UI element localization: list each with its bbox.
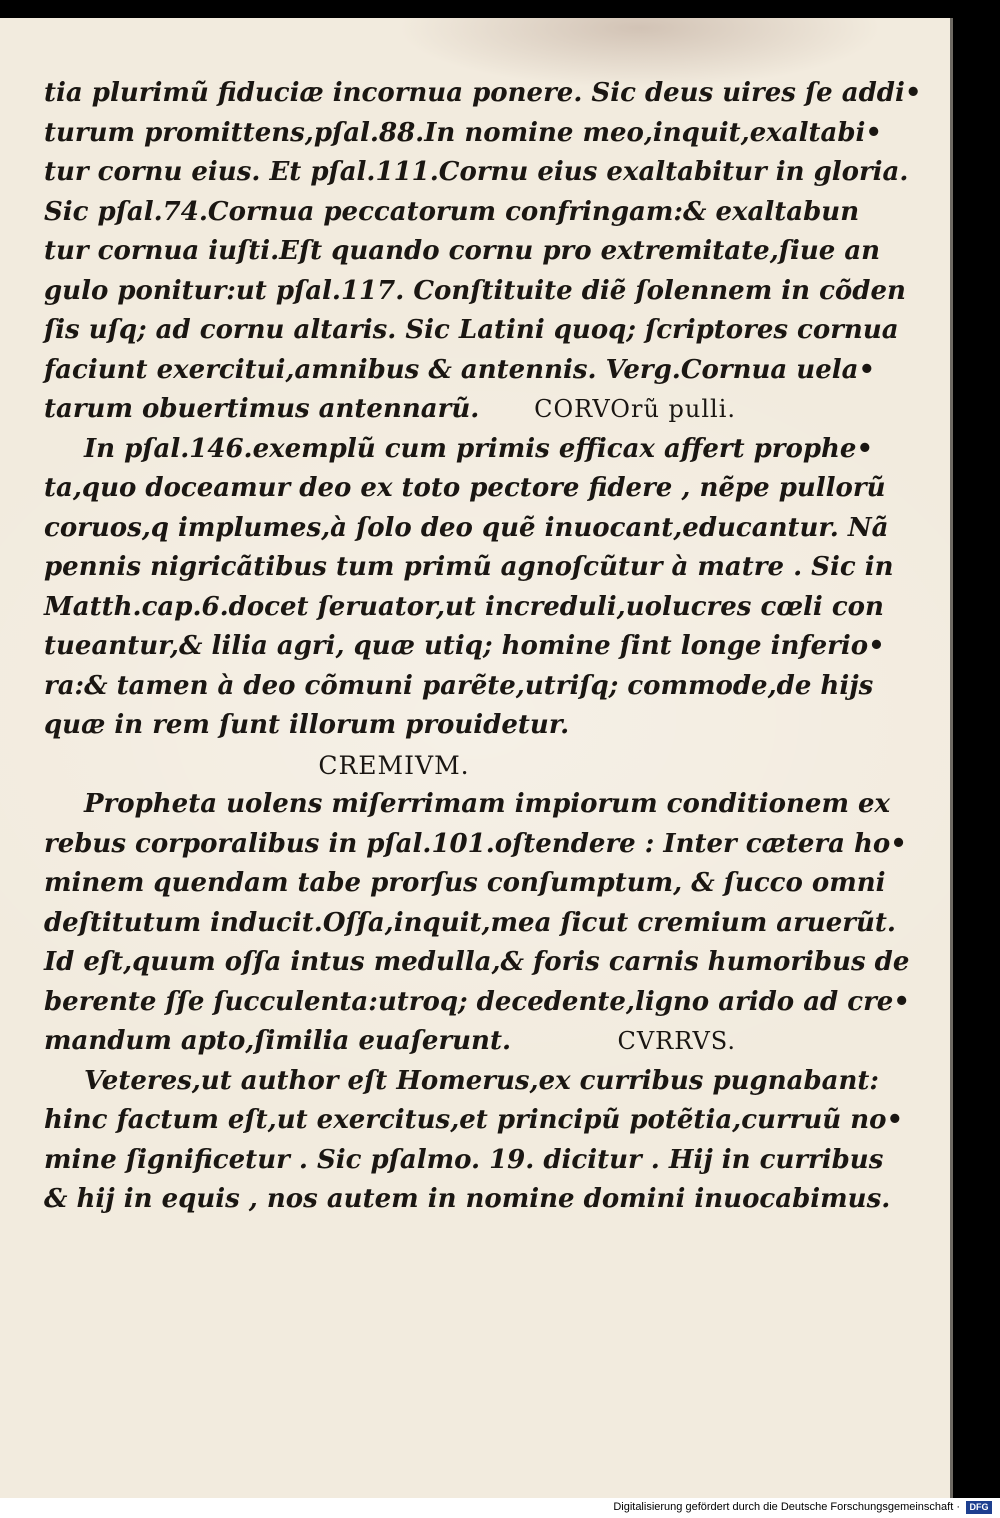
- text-line: berente ſſe ſucculenta:utroq; decedente,ligno arido ad cre•: [44, 986, 910, 1017]
- text-line: faciunt exercitui,amnibus & antennis. Verg.Cornua uela•: [44, 354, 876, 385]
- text-line-with-heading: [44, 1022, 744, 1062]
- dfg-logo-icon: DFG: [966, 1501, 992, 1514]
- page-edge: [950, 18, 953, 1498]
- text-line: In pſal.146.exemplũ cum primis efficax affert prophe•: [84, 433, 874, 464]
- text-line: ta,quo doceamur deo ex toto pectore fidere , nẽpe pullorũ: [44, 473, 886, 503]
- text-line: deſtitutum inducit.Oſſa,inquit,mea ſicut cremium aruerũt.: [44, 907, 896, 938]
- text-line: coruos,q implumes,à ſolo deo quẽ inuocant,educantur. Nã: [44, 512, 889, 543]
- footer-credit: Digitalisierung gefördert durch die Deutsche Forschungsgemeinschaft ·: [613, 1501, 960, 1513]
- text-line: & hij in equis , nos autem in nomine domini inuocabimus.: [44, 1184, 891, 1214]
- page-text-block: [44, 74, 922, 1220]
- text-line: Id eſt,quum oſſa intus medulla,& foris carnis humoribus de: [44, 947, 910, 977]
- text-line-part: mandum apto,ſimilia euaſerunt.: [44, 1026, 512, 1056]
- text-line: ra:& tamen à deo cõmuni parẽte,utriſq; commode,de hijs: [44, 670, 874, 701]
- text-line: Matth.cap.6.docet ſeruator,ut increduli,uolucres cœli con: [44, 591, 884, 622]
- footer-bar: [0, 1498, 1000, 1518]
- section-heading-currus: CVRRVS.: [617, 1027, 736, 1055]
- text-line: ſis uſq; ad cornu altaris. Sic Latini quoq; ſcriptores cornua: [44, 315, 899, 345]
- text-line: pennis nigricãtibus tum primũ agnoſcũtur à matre . Sic in: [44, 552, 894, 582]
- text-line: hinc factum eſt,ut exercitus,et principũ potẽtia,curruũ no•: [44, 1105, 904, 1135]
- text-line: Sic pſal.74.Cornua peccatorum confringam:& exaltabun: [44, 196, 860, 227]
- text-line-part: tarum obuertimus antennarũ.: [44, 394, 480, 424]
- text-line: minem quendam tabe prorſus conſumptum, & ſucco omni: [44, 868, 886, 898]
- section-heading-cremium: CREMIVM.: [318, 750, 470, 780]
- book-page: [0, 18, 950, 1498]
- text-line: rebus corporalibus in pſal.101.oſtendere : Inter cætera ho•: [44, 828, 907, 859]
- text-line: tur cornua iuſti.Eſt quando cornu pro extremitate,ſiue an: [44, 236, 881, 266]
- text-line: Veteres,ut author eſt Homerus,ex curribus pugnabant:: [84, 1065, 879, 1096]
- text-line: turum promittens,pſal.88.In nomine meo,inquit,exaltabi•: [44, 117, 883, 148]
- text-line: tia plurimũ fiduciæ incornua ponere. Sic deus uires ſe addi•: [44, 78, 922, 108]
- text-line: quæ in rem ſunt illorum prouidetur.: [44, 710, 570, 740]
- text-line-with-heading: [44, 390, 744, 430]
- section-heading-corvorum: CORVOrũ pulli.: [534, 395, 736, 423]
- text-line: gulo ponitur:ut pſal.117. Conſtituite diẽ ſolennem in cõden: [44, 275, 906, 306]
- text-line: Propheta uolens miſerrimam impiorum conditionem ex: [84, 789, 891, 819]
- text-line: tueantur,& lilia agri, quæ utiq; homine ſint longe inferio•: [44, 631, 885, 661]
- text-line: mine ſignificetur . Sic pſalmo. 19. dicitur . Hij in curribus: [44, 1144, 884, 1175]
- text-line: tur cornu eius. Et pſal.111.Cornu eius exaltabitur in gloria.: [44, 157, 909, 187]
